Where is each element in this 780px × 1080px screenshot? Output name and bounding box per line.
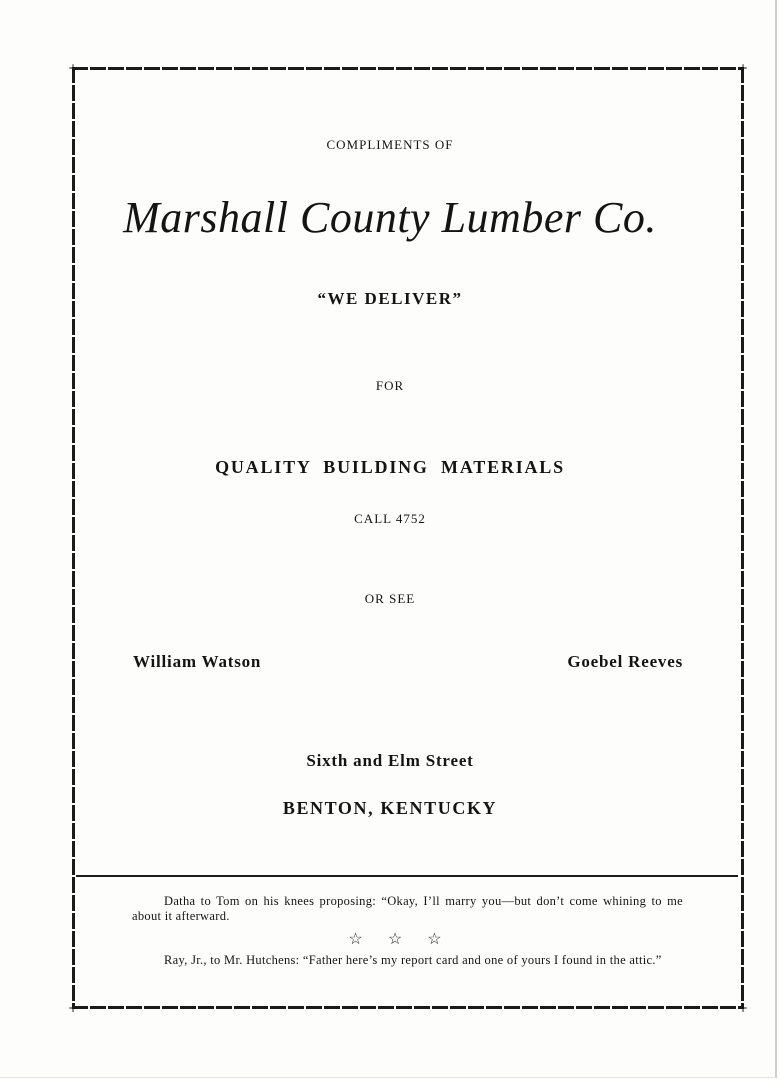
corner-ornament-icon: + bbox=[68, 1001, 79, 1015]
contact-name-right: Goebel Reeves bbox=[567, 652, 683, 671]
section-divider bbox=[76, 875, 738, 877]
contact-name-left: William Watson bbox=[133, 652, 262, 671]
joke-paragraph: Datha to Tom on his knees proposing: “Okay, I’ll marry you—but don’t come whining to me about it afterward. bbox=[132, 894, 683, 923]
phone-line: CALL 4752 bbox=[354, 511, 426, 526]
corner-ornament-icon: + bbox=[738, 1001, 749, 1015]
city-state: BENTON, KENTUCKY bbox=[282, 798, 498, 818]
tagline: QUALITY BUILDING MATERIALS bbox=[215, 457, 565, 477]
border-bottom bbox=[72, 1006, 744, 1009]
joke-paragraph: Ray, Jr., to Mr. Hutchens: “Father here’s my report card and one of yours I found in the attic.” bbox=[164, 953, 662, 967]
compliments-line: COMPLIMENTS OF bbox=[326, 137, 454, 152]
corner-ornament-icon: + bbox=[738, 61, 749, 75]
border-top bbox=[72, 67, 744, 70]
company-name: Marshall County Lumber Co. bbox=[123, 193, 657, 242]
street-address: Sixth and Elm Street bbox=[306, 751, 474, 770]
or-see-line: OR SEE bbox=[364, 591, 416, 606]
slogan: “WE DELIVER” bbox=[317, 289, 463, 308]
corner-ornament-icon: + bbox=[68, 61, 79, 75]
star-separator-icon: ☆ ☆ ☆ bbox=[348, 929, 452, 948]
for-line: FOR bbox=[375, 378, 405, 393]
